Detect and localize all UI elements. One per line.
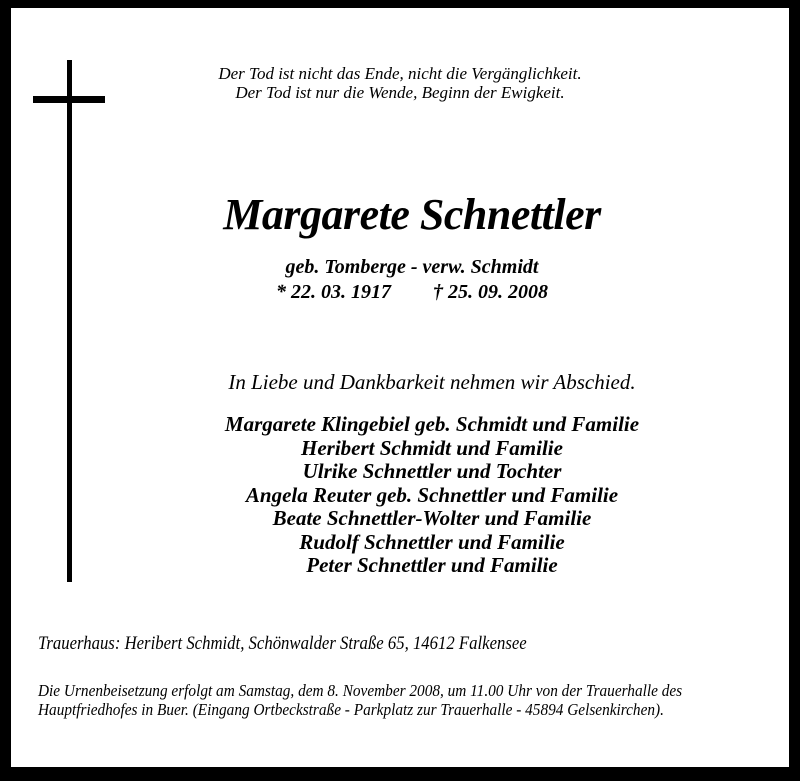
mourners-list: [43, 413, 800, 578]
trauerhaus-line: Trauerhaus: Heribert Schmidt, Schönwalder Straße 65, 14612 Falkensee: [38, 633, 527, 654]
mourner-line: Ulrike Schnettler und Tochter: [302, 459, 562, 483]
mourner-line: Margarete Klingebiel geb. Schmidt und Familie: [224, 412, 640, 436]
life-dates: [23, 280, 800, 304]
farewell-line: In Liebe und Dankbarkeit nehmen wir Abschied.: [228, 370, 636, 394]
birth-date: * 22. 03. 1917: [276, 281, 391, 303]
epitaph-verse: [11, 64, 789, 102]
mourner-line: Heribert Schmidt und Familie: [301, 435, 563, 460]
mourner-line: Peter Schnettler und Familie: [306, 553, 558, 577]
deceased-name: Margarete Schnettler: [223, 190, 601, 239]
mourner-line: Angela Reuter geb. Schnettler und Familie: [245, 482, 619, 507]
epitaph-verse-line1: Der Tod ist nicht das Ende, nicht die Vergänglichkeit.: [218, 64, 582, 83]
mourner-line: Rudolf Schnettler und Familie: [299, 529, 565, 554]
maiden-name-line: geb. Tomberge - verw. Schmidt: [285, 256, 539, 278]
burial-info: Die Urnenbeisetzung erfolgt am Samstag, dem 8. November 2008, um 11.00 Uhr von der Trauerhalle des Hauptfriedhofes in Buer. (Eingang Ortbeckstraße - Parkplatz zur Trauerhalle - 45894 Gelsenkirchen).: [38, 681, 683, 719]
mourner-line: Beate Schnettler-Wolter und Familie: [272, 506, 592, 530]
death-date: † 25. 09. 2008: [433, 281, 548, 303]
epitaph-verse-line2: Der Tod ist nur die Wende, Beginn der Ewigkeit.: [235, 83, 565, 102]
